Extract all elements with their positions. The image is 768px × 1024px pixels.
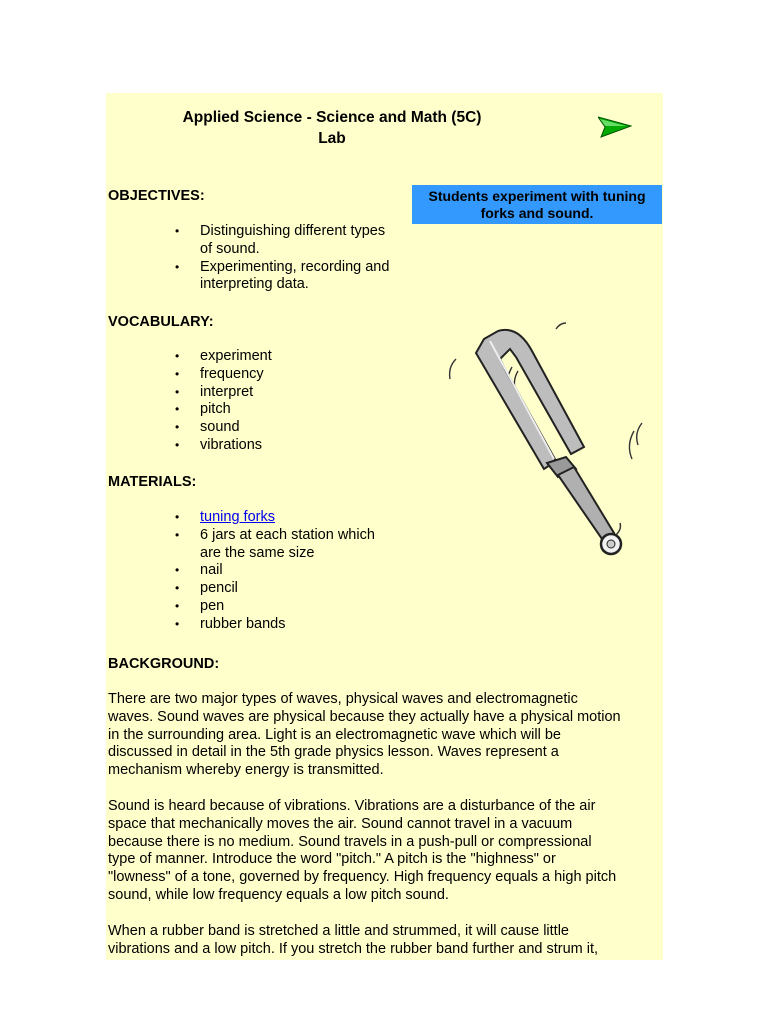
list-item: • vibrations xyxy=(106,437,272,455)
list-item: • experiment xyxy=(106,348,272,366)
background-paragraph: When a rubber band is stretched a little and strummed, it will cause little vibrations and a low pitch. If you stretch the rubber band further and strum it, xyxy=(108,923,599,957)
list-item: • 6 jars at each station which are the same size xyxy=(106,527,375,563)
list-item: • sound xyxy=(106,419,272,437)
objectives-list xyxy=(106,223,389,294)
summary-callout: Students experiment with tuning forks and sound. xyxy=(412,185,662,224)
list-item: • frequency xyxy=(106,366,272,384)
materials-heading: MATERIALS: xyxy=(108,474,197,490)
vocabulary-heading: VOCABULARY: xyxy=(108,314,214,330)
vocabulary-list xyxy=(106,348,272,455)
list-item: • nail xyxy=(106,562,375,580)
tuning-fork-icon xyxy=(406,319,663,564)
list-item: • Distinguishing different types of sound. xyxy=(106,223,389,259)
list-item: • pitch xyxy=(106,401,272,419)
list-item: • Experimenting, recording and interpreting data. xyxy=(106,259,389,295)
background-paragraph: There are two major types of waves, physical waves and electromagnetic waves. Sound waves are physical because they actually have a physical motion in the surrounding area. Light is an electromagnetic wave which will be discussed in detail in the 5th grade physics lesson. Waves represent a mechanism whereby energy is transmitted. xyxy=(108,691,621,779)
background-paragraph: Sound is heard because of vibrations. Vibrations are a disturbance of the air space that mechanically moves the air. Sound cannot travel in a vacuum because there is no medium. Sound travels in a push-pull or compressional type of manner. Introduce the word "pitch." A pitch is the "highness" or "lowness" of a tone, governed by frequency. High frequency equals a high pitch sound, while low frequency equals a low pitch sound. xyxy=(108,798,617,903)
background-heading: BACKGROUND: xyxy=(108,656,220,672)
objectives-heading: OBJECTIVES: xyxy=(108,188,205,204)
list-item: • rubber bands xyxy=(106,616,375,634)
materials-list xyxy=(106,509,375,634)
list-item: • interpret xyxy=(106,384,272,402)
list-item xyxy=(106,509,375,527)
list-item: • pen xyxy=(106,598,375,616)
list-item: • pencil xyxy=(106,580,375,598)
page-title: Applied Science - Science and Math (5C) Lab xyxy=(182,109,482,147)
lesson-page xyxy=(106,93,663,960)
tuning-forks-link[interactable]: tuning forks xyxy=(200,509,275,525)
green-arrow-icon[interactable] xyxy=(598,115,632,139)
